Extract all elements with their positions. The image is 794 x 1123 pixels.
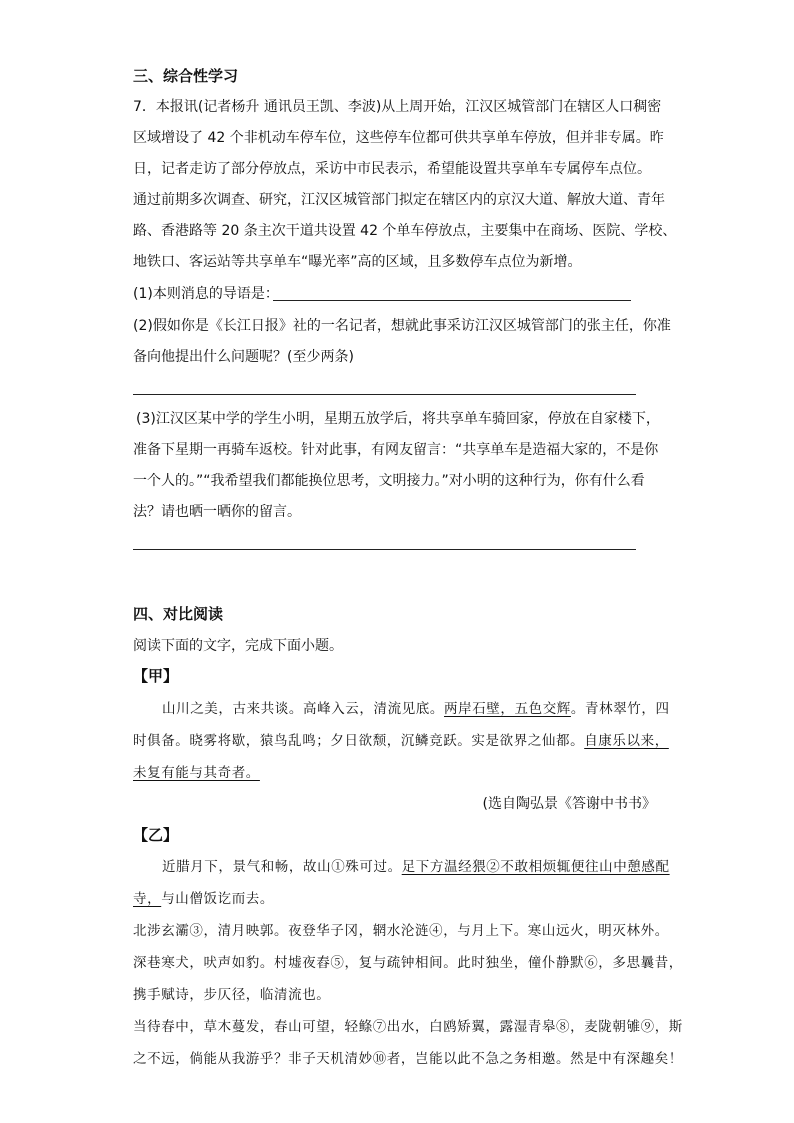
underlined-phrase-jia-2: 自康乐以来，	[584, 733, 669, 749]
q7-line-4: 通过前期多次调查、研究，江汉区城管部门拟定在辖区内的京汉大道、解放大道、青年	[133, 192, 665, 208]
passage-jia-source: (选自陶弘景《答谢中书书》	[482, 796, 656, 812]
passage-yi-line-4: 深巷寒犬，吠声如豹。村墟夜舂⑤，复与疏钟相间。此时独坐，僮仆静默⑥，多思曩昔，	[133, 955, 683, 971]
passage-yi-label: 【乙】	[133, 826, 179, 844]
passage-yi-line-1: 近腊月下，景气和畅，故山①殊可过。足下方温经猥②不敢相烦辄便往山中憩感配	[162, 859, 670, 875]
sub-question-3-line-4: 法？请也晒一晒你的留言。	[133, 504, 301, 520]
passage-jia-line-1: 山川之美，古来共谈。高峰入云，清流见底。两岸石壁，五色交辉。青林翠竹，四	[162, 701, 670, 717]
q7-line-3: 日，记者走访了部分停放点，采访中市民表示，希望能设置共享单车专属停车点位。	[133, 161, 651, 177]
underlined-phrase-yi-2: 寺，	[133, 891, 162, 907]
q7-line-2: 区域增设了 42 个非机动车停车位，这些停车位都可供共享单车停放，但并非专属。昨	[133, 130, 664, 146]
passage-jia-label: 【甲】	[133, 667, 179, 685]
section-4-title: 四、对比阅读	[133, 605, 224, 623]
sub-question-3-line-1: (3)江汉区某中学的学生小明，星期五放学后，将共享单车骑回家，停放在自家楼下，	[136, 411, 660, 427]
answer-blank-2[interactable]	[133, 394, 636, 395]
answer-blank-1[interactable]	[273, 300, 631, 301]
passage-yi-line-3: 北涉玄灞③，清月映郭。夜登华子冈，辋水沦涟④，与月上下。寒山远火，明灭林外。	[133, 923, 669, 939]
underlined-phrase-jia-3: 未复有能与其奇者。	[133, 765, 260, 781]
underlined-phrase-yi-1: 足下方温经猥②不敢相烦辄便往山中憩感配	[401, 859, 670, 875]
passage-yi-line-6: 当待春中，草木蔓发，春山可望，轻鲦⑦出水，白鸥矫翼，露湿青皋⑧，麦陇朝雊⑨，斯	[133, 1019, 683, 1035]
sub-question-1: (1)本则消息的导语是：	[133, 286, 279, 302]
passage-jia-line-2: 时俱备。晓雾将歇，猿鸟乱鸣；夕日欲颓，沉鳞竞跃。实是欲界之仙都。自康乐以来，	[133, 733, 669, 749]
q7-line-5: 路、香港路等 20 条主次干道共设置 42 个单车停放点，主要集中在商场、医院、学校、	[133, 223, 677, 239]
q7-line-6: 地铁口、客运站等共享单车“曝光率”高的区域，且多数停车点位为新增。	[133, 254, 582, 270]
sub-question-2-line-2: 备向他提出什么问题呢？(至少两条)	[133, 349, 354, 365]
passage-yi-line-7: 之不远，倘能从我游乎？非子天机清妙⑩者，岂能以此不急之务相邀。然是中有深趣矣！	[133, 1051, 683, 1067]
answer-blank-3[interactable]	[133, 549, 636, 550]
q7-line-1: 7．本报讯(记者杨升 通讯员王凯、李波)从上周开始，江汉区城管部门在辖区人口稠密	[133, 99, 662, 115]
sub-question-3-line-2: 准备下星期一再骑车返校。针对此事，有网友留言：“共享单车是造福大家的，不是你	[133, 442, 659, 458]
passage-jia-line-3	[133, 763, 260, 783]
sub-question-3-line-3: 一个人的。”“我希望我们都能换位思考，文明接力。”对小明的这种行为，你有什么看	[133, 473, 645, 489]
passage-yi-line-5: 携手赋诗，步仄径，临清流也。	[133, 987, 331, 1003]
reading-instruction: 阅读下面的文字，完成下面小题。	[133, 638, 343, 654]
sub-question-2-line-1: (2)假如你是《长江日报》社的一名记者，想就此事采访江汉区城管部门的张主任，你准	[133, 318, 671, 334]
section-3-title: 三、综合性学习	[133, 67, 239, 85]
underlined-phrase-jia-1: 两岸石壁，五色交辉	[444, 701, 571, 717]
passage-yi-line-2: 寺，与山僧饭讫而去。	[133, 891, 275, 907]
